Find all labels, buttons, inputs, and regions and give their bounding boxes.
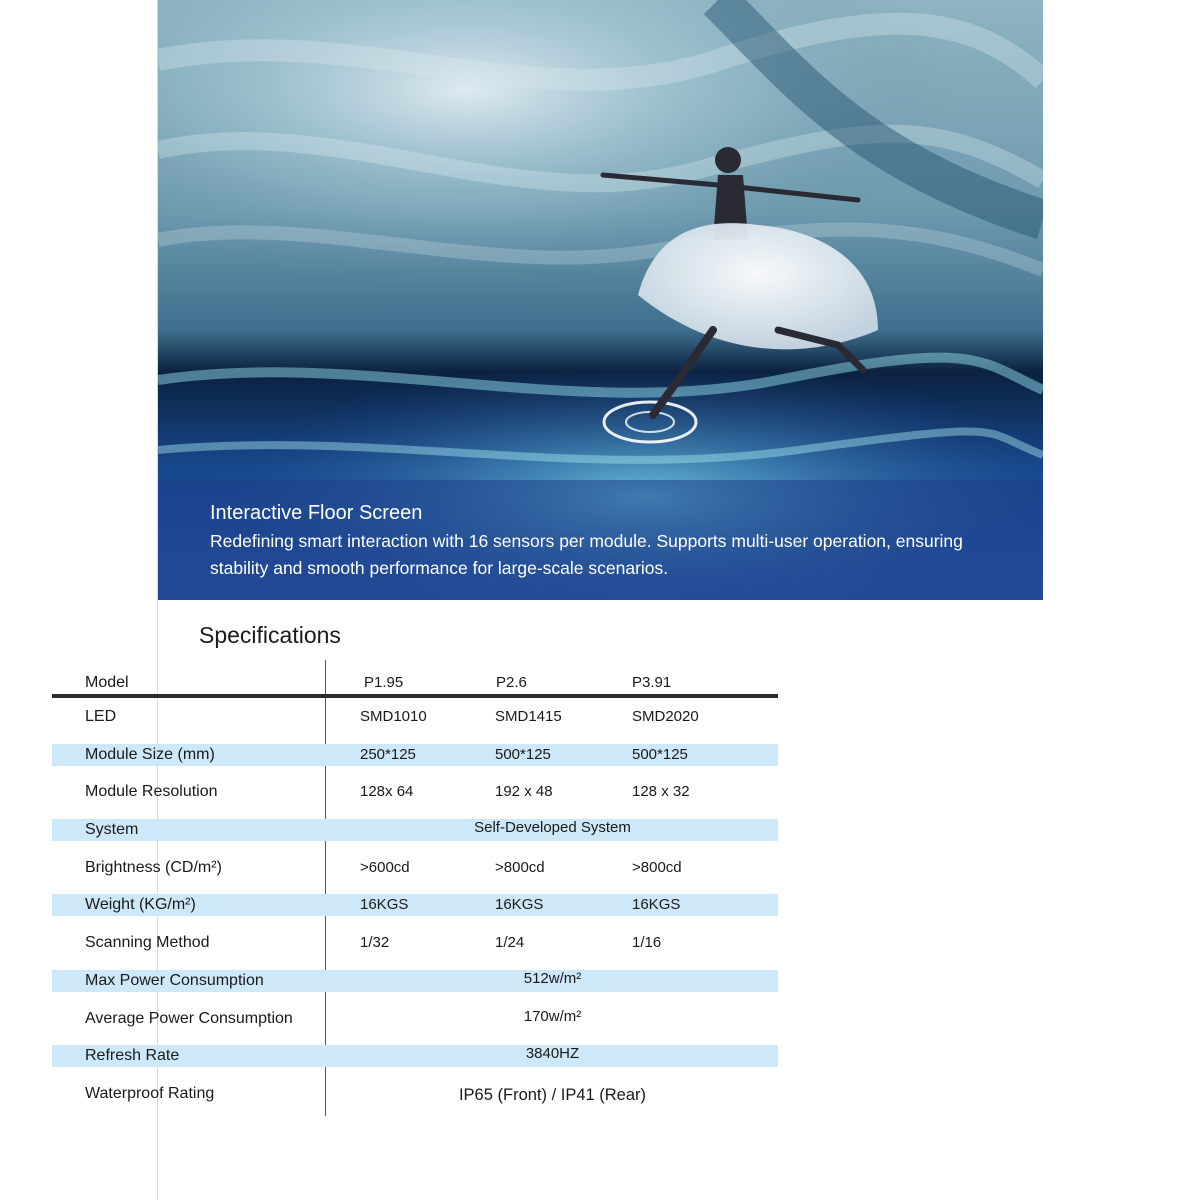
- table-row: [52, 1036, 778, 1074]
- row-value: SMD1010: [360, 708, 427, 725]
- row-value: 128 x 32: [632, 783, 690, 801]
- hero-description: Redefining smart interaction with 16 sensors per module. Supports multi-user operation, ensuring stability and smooth performance for large-scale scenarios.: [210, 531, 963, 578]
- row-value: 500*125: [632, 745, 688, 763]
- row-label: System: [85, 821, 139, 839]
- row-label: Brightness (CD/m²): [85, 858, 222, 876]
- table-row: [52, 961, 778, 999]
- row-value: 16KGS: [360, 896, 409, 914]
- row-value: Self-Developed System: [474, 819, 631, 837]
- row-label: Scanning Method: [85, 934, 210, 952]
- header-col-p391: P3.91: [632, 674, 672, 691]
- table-row: [52, 885, 778, 923]
- row-value: 512w/m²: [523, 969, 582, 987]
- specifications-heading: Specifications: [199, 622, 341, 648]
- row-value: SMD2020: [632, 708, 699, 725]
- specifications-table: [52, 662, 778, 1112]
- table-row: [52, 999, 778, 1037]
- row-label: Module Resolution: [85, 783, 218, 801]
- table-row: [52, 1074, 778, 1112]
- header-col-p26: P2.6: [496, 674, 527, 691]
- row-label: Weight (KG/m²): [85, 896, 196, 914]
- row-label: Refresh Rate: [85, 1047, 180, 1065]
- row-value: 16KGS: [495, 896, 544, 914]
- row-value: 128x 64: [360, 783, 414, 801]
- row-value: 1/16: [632, 934, 662, 952]
- row-value: 1/32: [360, 934, 390, 952]
- row-value: 170w/m²: [523, 1007, 582, 1025]
- table-header-row: [52, 662, 778, 697]
- row-value: 16KGS: [632, 896, 681, 914]
- hero-banner: [158, 0, 1043, 600]
- table-row: [52, 810, 778, 848]
- header-label: Model: [85, 674, 129, 691]
- row-value: 500*125: [495, 745, 551, 763]
- table-row: [52, 848, 778, 886]
- table-row: [52, 735, 778, 773]
- table-row: [52, 697, 778, 735]
- row-value: >800cd: [632, 858, 682, 876]
- row-value: 192 x 48: [495, 783, 553, 801]
- row-value: IP65 (Front) / IP41 (Rear): [458, 1085, 647, 1104]
- row-value: 250*125: [360, 745, 416, 763]
- hero-title: Interactive Floor Screen: [210, 502, 423, 524]
- row-label: Max Power Consumption: [85, 971, 264, 989]
- row-value: 1/24: [495, 934, 525, 952]
- row-value: 3840HZ: [525, 1045, 580, 1063]
- row-value: >600cd: [360, 858, 410, 876]
- row-label: Waterproof Rating: [85, 1084, 215, 1102]
- table-row: [52, 772, 778, 810]
- row-label: LED: [85, 708, 117, 725]
- row-value: >800cd: [495, 858, 545, 876]
- row-label: Module Size (mm): [85, 745, 215, 763]
- row-value: SMD1415: [495, 708, 562, 725]
- table-row: [52, 923, 778, 961]
- row-label: Average Power Consumption: [85, 1009, 293, 1027]
- header-col-p195: P1.95: [364, 674, 404, 691]
